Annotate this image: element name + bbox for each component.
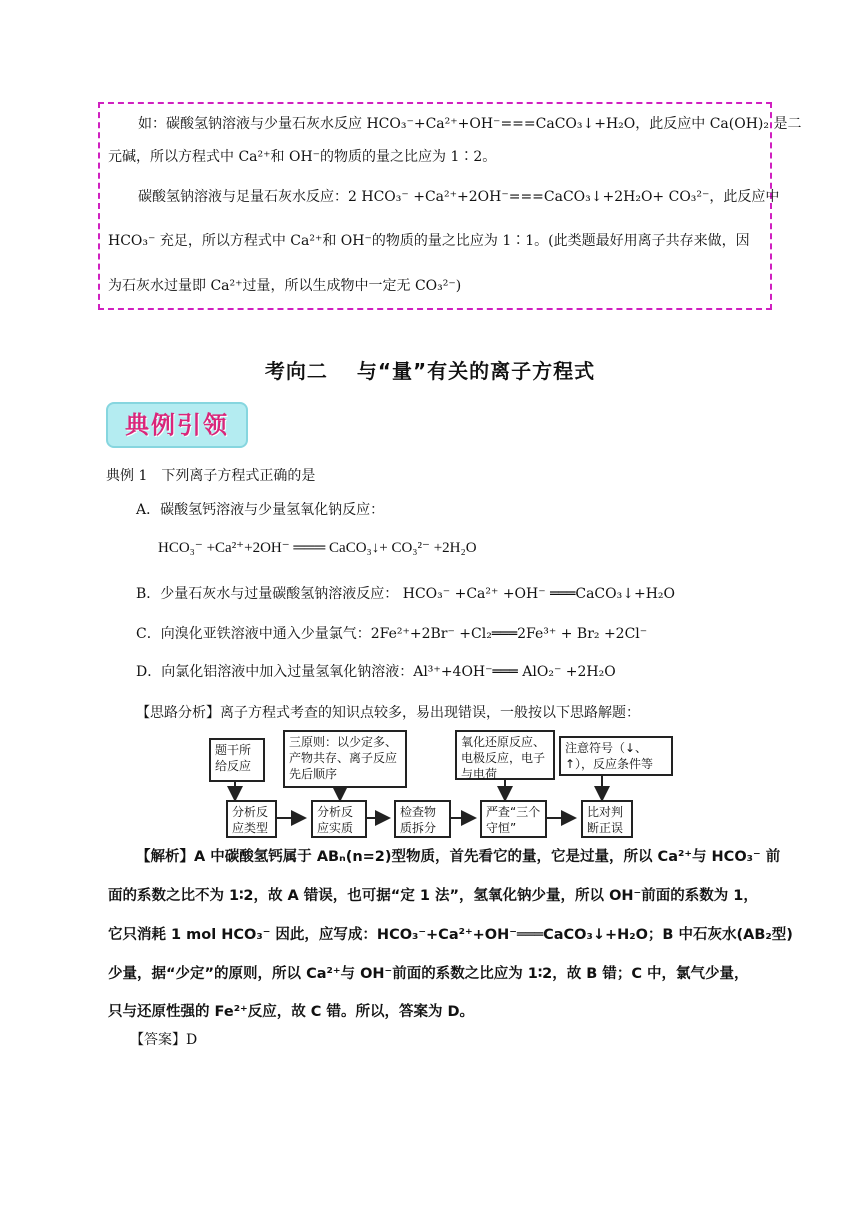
answer: 【答案】D (130, 1032, 198, 1048)
note-line-4: HCO₃⁻ 充足，所以方程式中 Ca²⁺和 OH⁻的物质的量之比应为 1∶1。(此类题最好用离子共存来做，因 (108, 233, 750, 249)
note-line-3: 碳酸氢钠溶液与足量石灰水反应：2 HCO₃⁻ +Ca²⁺+2OH⁻===CaCO₃↓+2H₂O+ CO₃²⁻，此反应中 (138, 189, 780, 205)
section-title: 考向二 与“量”有关的离子方程式 (264, 359, 596, 383)
analysis-line-1: 【解析】A 中碳酸氢钙属于 ABₙ(n=2)型物质，首先看它的量，它是过量，所以 Ca²⁺与 HCO₃⁻ 前 (136, 849, 781, 865)
thinking-analysis: 【思路分析】离子方程式考查的知识点较多，易出现错误，一般按以下思路解题： (136, 705, 640, 721)
flow-box-symbols: 注意符号（↓、↑），反应条件等 (559, 736, 673, 776)
example-badge: 典例引领 (106, 402, 248, 448)
option-b: B．少量石灰水与过量碳酸氢钠溶液反应： HCO₃⁻ +Ca²⁺ +OH⁻ ═══CaCO₃↓+H₂O (136, 586, 675, 602)
flow-box-redox: 氧化还原反应、电极反应，电子与电荷 (455, 730, 555, 780)
flow-box-check-split: 检查物质拆分 (394, 800, 451, 838)
example-stem: 典例 1 下列离子方程式正确的是 (106, 468, 316, 484)
flow-box-three-principles: 三原则：以少定多、产物共存、离子反应先后顺序 (283, 730, 407, 788)
flow-box-given-reaction: 题干所给反应 (209, 738, 265, 782)
option-c: C．向溴化亚铁溶液中通入少量氯气：2Fe²⁺+2Br⁻ +Cl₂═══2Fe³⁺ + Br₂ +2Cl⁻ (136, 626, 648, 642)
note-line-5: 为石灰水过量即 Ca²⁺过量，所以生成物中一定无 CO₃²⁻) (108, 278, 462, 294)
note-line-2: 元碱，所以方程式中 Ca²⁺和 OH⁻的物质的量之比应为 1∶2。 (108, 149, 497, 165)
flow-box-reaction-type: 分析反应类型 (226, 800, 277, 838)
flow-box-judge: 比对判断正误 (581, 800, 633, 838)
analysis-line-3: 它只消耗 1 mol HCO₃⁻ 因此，应写成：HCO₃⁻+Ca²⁺+OH⁻═══CaCO₃↓+H₂O；B 中石灰水(AB₂型) (108, 927, 793, 943)
option-d: D．向氯化铝溶液中加入过量氢氧化钠溶液：Al³⁺+4OH⁻═══ AlO₂⁻ +2H₂O (136, 664, 616, 680)
flow-box-three-conservations: 严查“三个守恒” (480, 800, 547, 838)
flow-box-reaction-essence: 分析反应实质 (311, 800, 367, 838)
analysis-line-4: 少量，据“少定”的原则，所以 Ca²⁺与 OH⁻前面的系数之比应为 1∶2，故 B 错；C 中，氯气少量， (108, 966, 749, 982)
option-a-equation: HCO₃⁻ +Ca²⁺+2OH⁻ ═══ CaCO₃↓+ CO₃²⁻ +2H₂O (158, 540, 477, 556)
note-line-1: 如：碳酸氢钠溶液与少量石灰水反应 HCO₃⁻+Ca²⁺+OH⁻===CaCO₃↓+H₂O，此反应中 Ca(OH)₂ 是二 (138, 116, 802, 132)
analysis-line-2: 面的系数之比不为 1∶2，故 A 错误，也可据“定 1 法”，氢氧化钠少量，所以 OH⁻前面的系数为 1， (108, 888, 758, 904)
option-a-label: A．碳酸氢钙溶液与少量氢氧化钠反应： (136, 502, 385, 518)
analysis-line-5: 只与还原性强的 Fe²⁺反应，故 C 错。所以，答案为 D。 (108, 1004, 475, 1020)
